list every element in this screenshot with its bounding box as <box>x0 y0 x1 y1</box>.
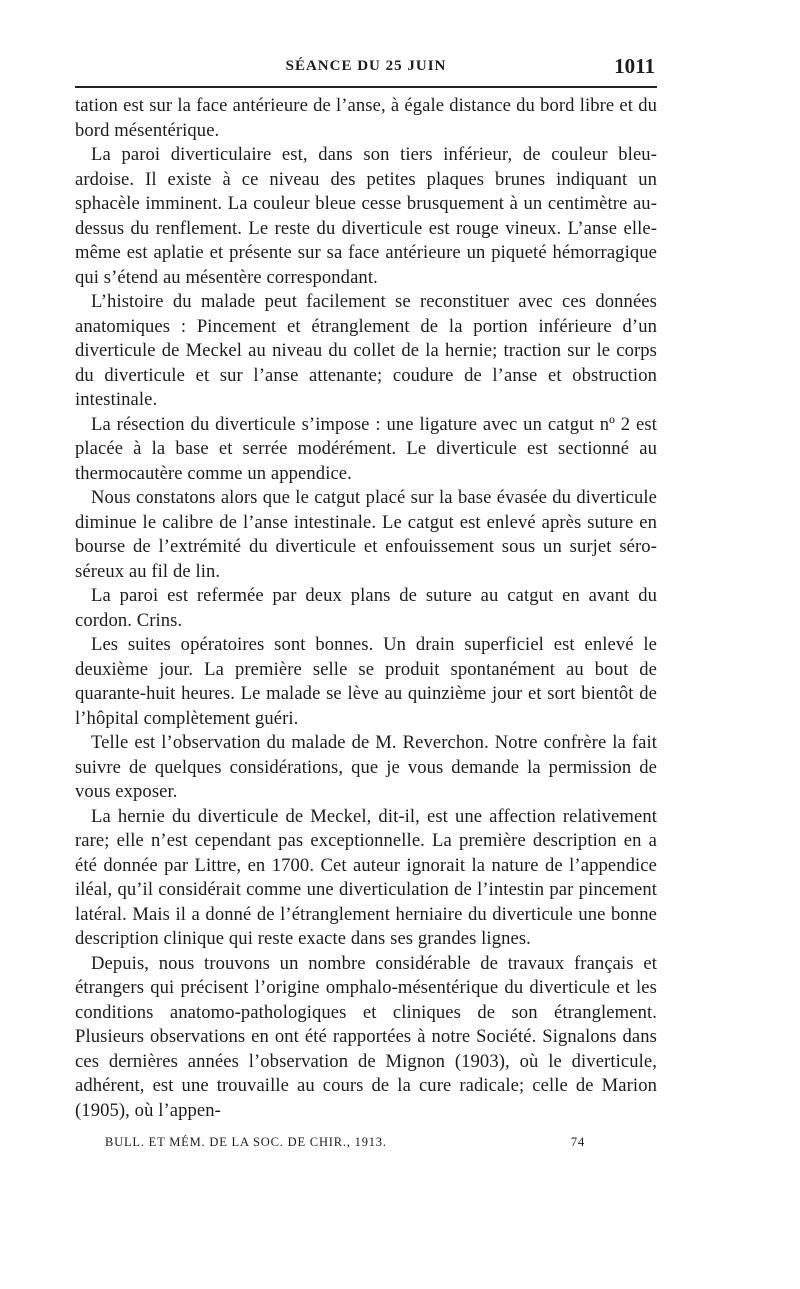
page-number: 1011 <box>614 54 655 78</box>
page-header <box>75 52 657 86</box>
paragraph: Depuis, nous trouvons un nombre considérable de travaux français et étrangers qui précisent l’origine omphalo-mésentérique du diverticule et les conditions anatomo-pathologiques et cliniques de son étranglement. Plusieurs observations en ont été rapportées à notre Société. Signalons dans ces dernières années l’observation de Mignon (1903), où le diverticule, adhérent, est une trouvaille au cours de la cure radicale; celle de Marion (1905), où l’appen- <box>75 952 657 1121</box>
paragraph: La hernie du diverticule de Meckel, dit-il, est une affection relativement rare; elle n’est cependant pas exceptionnelle. La première description en a été donnée par Littre, en 1700. Cet auteur ignorait la nature de l’appendice iléal, qu’il considérait comme une diverticulation de l’intestin par pincement latéral. Mais il a donné de l’étranglement herniaire du diverticule une bonne description clinique qui reste exacte dans ses grandes lignes. <box>75 805 657 949</box>
paragraph: La paroi diverticulaire est, dans son tiers inférieur, de couleur bleu-ardoise. Il existe à ce niveau des petites plaques brunes indiquant un sphacèle imminent. La couleur bleue cesse brusquement à un centimètre au-dessus du renflement. Le reste du diverticule est rouge vineux. L’anse elle-même est aplatie et présente sur sa face antérieure un piqueté hémorragique qui s’étend au mésentère correspondant. <box>75 144 657 288</box>
paragraph: Les suites opératoires sont bonnes. Un drain superficiel est enlevé le deuxième jour. La première selle se produit spontanément au bout de quarante-huit heures. Le malade se lève au quinzième jour et sort bientôt de l’hôpital complètement guéri. <box>75 634 657 729</box>
running-head: SÉANCE DU 25 JUIN <box>285 58 447 74</box>
body-text <box>75 94 657 1123</box>
paragraph: L’histoire du malade peut facilement se reconstituer avec ces données anatomiques : Pincement et étranglement de la portion inférieure d’un diverticule de Meckel au niveau du collet de la hernie; traction sur le corps du diverticule et sur l’anse attenante; coudure de l’anse et obstruction intestinale. <box>75 291 657 410</box>
footer-signature: 74 <box>570 1135 585 1149</box>
page-footer <box>75 1135 657 1157</box>
paragraph: La paroi est refermée par deux plans de suture au catgut en avant du cordon. Crins. <box>75 585 657 631</box>
paragraph: Nous constatons alors que le catgut placé sur la base évasée du diverticule diminue le calibre de l’anse intestinale. Le catgut est enlevé après suture en bourse de l’extrémité du diverticule et enfouissement sous un surjet séro-séreux au fil de lin. <box>75 487 657 582</box>
document-page <box>75 52 657 1157</box>
paragraph: tation est sur la face antérieure de l’anse, à égale distance du bord libre et du bord mésentérique. <box>75 95 657 141</box>
footer-journal: BULL. ET MÉM. DE LA SOC. DE CHIR., 1913. <box>105 1135 387 1149</box>
header-rule <box>75 86 657 88</box>
paragraph: Telle est l’observation du malade de M. Reverchon. Notre confrère la fait suivre de quelques considérations, que je vous demande la permission de vous exposer. <box>75 732 657 802</box>
paragraph: La résection du diverticule s’impose : une ligature avec un catgut nº 2 est placée à la base et serrée modérément. Le diverticule est sectionné au thermocautère comme un appendice. <box>75 413 657 484</box>
